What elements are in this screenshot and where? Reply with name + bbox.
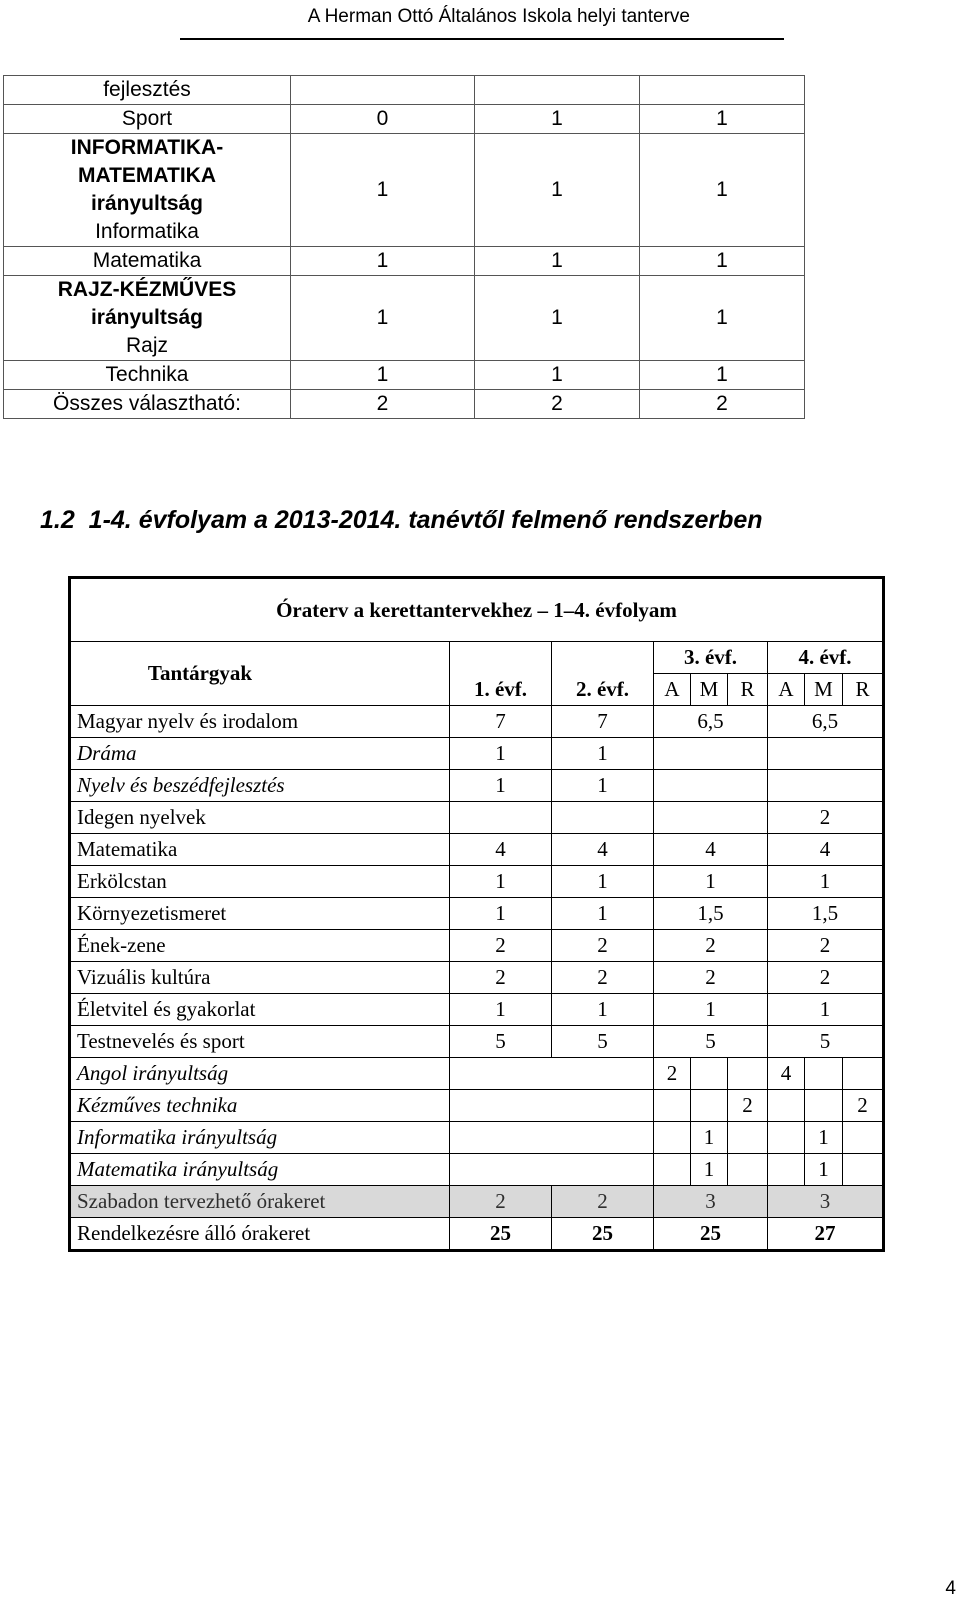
grade12-cell — [450, 1058, 654, 1090]
subcol-header: M — [805, 674, 843, 706]
track-cell: 2 — [728, 1090, 768, 1122]
grade4-cell: 1 — [768, 994, 884, 1026]
table-row — [70, 1218, 884, 1251]
subject-cell: Szabadon tervezhető órakeret — [70, 1186, 450, 1218]
subject-cell: Életvitel és gyakorlat — [70, 994, 450, 1026]
section-heading — [40, 506, 763, 535]
label-line: Rajz — [125, 334, 168, 357]
row-label — [4, 105, 291, 134]
track-cell: 1 — [691, 1122, 728, 1154]
grade4-cell: 1 — [768, 866, 884, 898]
grade1-cell: 1 — [450, 898, 552, 930]
table-row — [70, 1090, 884, 1122]
subject-cell: Kézműves technika — [70, 1090, 450, 1122]
label-line: Informatika — [95, 220, 199, 243]
track-cell: 2 — [843, 1090, 884, 1122]
label-line: Technika — [105, 363, 189, 386]
table-row — [4, 76, 805, 105]
grade-header-1: 1. évf. — [450, 642, 552, 706]
grade2-cell: 2 — [552, 930, 654, 962]
table-row — [70, 834, 884, 866]
table-row — [4, 276, 805, 361]
grade1-cell: 1 — [450, 866, 552, 898]
grade3-cell: 25 — [654, 1218, 768, 1251]
subject-cell: Rendelkezésre álló órakeret — [70, 1218, 450, 1251]
value-cell: 1 — [640, 276, 805, 361]
value-cell: 2 — [640, 390, 805, 419]
grade4-cell — [768, 738, 884, 770]
table-row — [70, 706, 884, 738]
table-row — [70, 962, 884, 994]
table-row — [70, 1026, 884, 1058]
row-label — [4, 361, 291, 390]
grade2-cell: 4 — [552, 834, 654, 866]
grade2-cell: 2 — [552, 962, 654, 994]
subcol-header: M — [691, 674, 728, 706]
subject-cell: Informatika irányultság — [70, 1122, 450, 1154]
subject-cell: Matematika — [70, 834, 450, 866]
table-row — [70, 1186, 884, 1218]
grade2-cell: 5 — [552, 1026, 654, 1058]
grade4-cell: 1,5 — [768, 898, 884, 930]
page-header — [180, 2, 784, 40]
value-cell: 1 — [291, 361, 475, 390]
grade12-cell — [450, 1154, 654, 1186]
label-line: Összes választható: — [53, 392, 241, 415]
value-cell: 2 — [291, 390, 475, 419]
track-cell — [691, 1090, 728, 1122]
grade1-cell: 1 — [450, 738, 552, 770]
table-row — [70, 1122, 884, 1154]
table-row — [70, 1154, 884, 1186]
grade1-cell: 2 — [450, 1186, 552, 1218]
track-cell — [654, 1090, 691, 1122]
grade4-cell: 4 — [768, 834, 884, 866]
subject-cell: Idegen nyelvek — [70, 802, 450, 834]
track-cell — [728, 1058, 768, 1090]
grade1-cell: 2 — [450, 930, 552, 962]
track-cell — [768, 1122, 805, 1154]
grade4-cell — [768, 770, 884, 802]
label-line: RAJZ-KÉZMŰVES — [57, 278, 237, 301]
row-label — [4, 390, 291, 419]
table-row — [4, 361, 805, 390]
value-cell: 1 — [640, 361, 805, 390]
value-cell: 1 — [475, 134, 640, 247]
subject-cell: Erkölcstan — [70, 866, 450, 898]
track-cell — [728, 1154, 768, 1186]
track-cell — [843, 1154, 884, 1186]
value-cell: 1 — [475, 361, 640, 390]
grade-header-4: 4. évf. — [768, 642, 884, 674]
subject-cell: Matematika irányultság — [70, 1154, 450, 1186]
grade1-cell: 1 — [450, 994, 552, 1026]
subject-cell: Ének-zene — [70, 930, 450, 962]
label-line: Matematika — [92, 249, 202, 272]
value-cell: 1 — [640, 247, 805, 276]
curriculum-hours-table — [68, 576, 885, 1252]
value-cell: 1 — [475, 105, 640, 134]
value-cell — [475, 76, 640, 105]
subcol-header: A — [654, 674, 691, 706]
value-cell: 1 — [475, 247, 640, 276]
grade3-cell: 1,5 — [654, 898, 768, 930]
track-cell — [768, 1090, 805, 1122]
grade1-cell: 4 — [450, 834, 552, 866]
grade2-cell: 1 — [552, 770, 654, 802]
table-row — [70, 866, 884, 898]
track-cell — [768, 1154, 805, 1186]
grade2-cell: 7 — [552, 706, 654, 738]
value-cell: 1 — [291, 247, 475, 276]
grade3-cell: 4 — [654, 834, 768, 866]
track-cell: 1 — [805, 1122, 843, 1154]
grade4-cell: 6,5 — [768, 706, 884, 738]
grade3-cell: 5 — [654, 1026, 768, 1058]
table-row — [70, 738, 884, 770]
header-title: A Herman Ottó Általános Iskola helyi tanterve — [307, 6, 690, 27]
track-cell — [843, 1122, 884, 1154]
value-cell: 1 — [291, 134, 475, 247]
table-row — [70, 994, 884, 1026]
value-cell: 1 — [291, 276, 475, 361]
grade4-cell: 5 — [768, 1026, 884, 1058]
grade2-cell: 2 — [552, 1186, 654, 1218]
track-cell — [843, 1058, 884, 1090]
grade2-cell: 1 — [552, 738, 654, 770]
value-cell: 1 — [475, 276, 640, 361]
table-row — [70, 1058, 884, 1090]
track-cell — [654, 1154, 691, 1186]
table-row — [70, 802, 884, 834]
value-cell: 0 — [291, 105, 475, 134]
grade2-cell: 1 — [552, 866, 654, 898]
grade3-cell: 3 — [654, 1186, 768, 1218]
track-cell — [691, 1058, 728, 1090]
grade3-cell: 1 — [654, 866, 768, 898]
grade1-cell: 1 — [450, 770, 552, 802]
table-row — [70, 898, 884, 930]
subject-cell: Testnevelés és sport — [70, 1026, 450, 1058]
grade3-cell: 2 — [654, 962, 768, 994]
track-cell — [654, 1122, 691, 1154]
track-cell: 1 — [691, 1154, 728, 1186]
track-cell — [805, 1090, 843, 1122]
grade3-cell: 6,5 — [654, 706, 768, 738]
track-cell: 1 — [805, 1154, 843, 1186]
track-cell: 4 — [768, 1058, 805, 1090]
label-line: INFORMATIKA- — [70, 136, 224, 159]
subject-cell: Angol irányultság — [70, 1058, 450, 1090]
row-label — [4, 276, 291, 361]
table-row — [70, 770, 884, 802]
grade4-cell: 2 — [768, 930, 884, 962]
grade2-cell: 25 — [552, 1218, 654, 1251]
subcol-header: R — [728, 674, 768, 706]
elective-hours-table — [3, 75, 805, 419]
grade4-cell: 3 — [768, 1186, 884, 1218]
table-row — [4, 247, 805, 276]
grade-header-2: 2. évf. — [552, 642, 654, 706]
grade1-cell: 25 — [450, 1218, 552, 1251]
grade12-cell — [450, 1090, 654, 1122]
table-row — [4, 105, 805, 134]
grade3-cell — [654, 738, 768, 770]
grade3-cell: 2 — [654, 930, 768, 962]
label-line: irányultság — [90, 192, 204, 215]
grade4-cell: 27 — [768, 1218, 884, 1251]
subject-column-header: Tantárgyak — [70, 642, 450, 706]
section-number: 1.2 — [40, 506, 75, 534]
grade3-cell: 1 — [654, 994, 768, 1026]
track-cell — [728, 1122, 768, 1154]
table-row — [4, 390, 805, 419]
label-line: irányultság — [90, 306, 204, 329]
grade3-cell — [654, 802, 768, 834]
row-label — [4, 134, 291, 247]
subject-cell: Dráma — [70, 738, 450, 770]
table-row — [70, 930, 884, 962]
track-cell — [805, 1058, 843, 1090]
value-cell — [640, 76, 805, 105]
grade2-cell: 1 — [552, 898, 654, 930]
subcol-header: R — [843, 674, 884, 706]
subject-cell: Nyelv és beszédfejlesztés — [70, 770, 450, 802]
row-label — [4, 247, 291, 276]
grade1-cell: 5 — [450, 1026, 552, 1058]
subject-cell: Környezetismeret — [70, 898, 450, 930]
value-cell: 2 — [475, 390, 640, 419]
subject-cell: Magyar nyelv és irodalom — [70, 706, 450, 738]
grade-header-3: 3. évf. — [654, 642, 768, 674]
grade2-cell — [552, 802, 654, 834]
page-number: 4 — [945, 1578, 956, 1599]
grade12-cell — [450, 1122, 654, 1154]
grade2-cell: 1 — [552, 994, 654, 1026]
row-label — [4, 76, 291, 105]
value-cell: 1 — [640, 105, 805, 134]
label-line: fejlesztés — [103, 78, 191, 101]
grade4-cell: 2 — [768, 962, 884, 994]
grade1-cell — [450, 802, 552, 834]
grade1-cell: 2 — [450, 962, 552, 994]
subcol-header: A — [768, 674, 805, 706]
table-caption: Óraterv a kerettantervekhez – 1–4. évfolyam — [70, 578, 884, 642]
table-row — [4, 134, 805, 247]
value-cell: 1 — [640, 134, 805, 247]
label-line: Sport — [121, 107, 173, 130]
value-cell — [291, 76, 475, 105]
grade4-cell: 2 — [768, 802, 884, 834]
track-cell: 2 — [654, 1058, 691, 1090]
subject-cell: Vizuális kultúra — [70, 962, 450, 994]
grade3-cell — [654, 770, 768, 802]
label-line: MATEMATIKA — [77, 164, 217, 187]
grade1-cell: 7 — [450, 706, 552, 738]
section-title: 1-4. évfolyam a 2013-2014. tanévtől felmenő rendszerben — [88, 506, 763, 534]
